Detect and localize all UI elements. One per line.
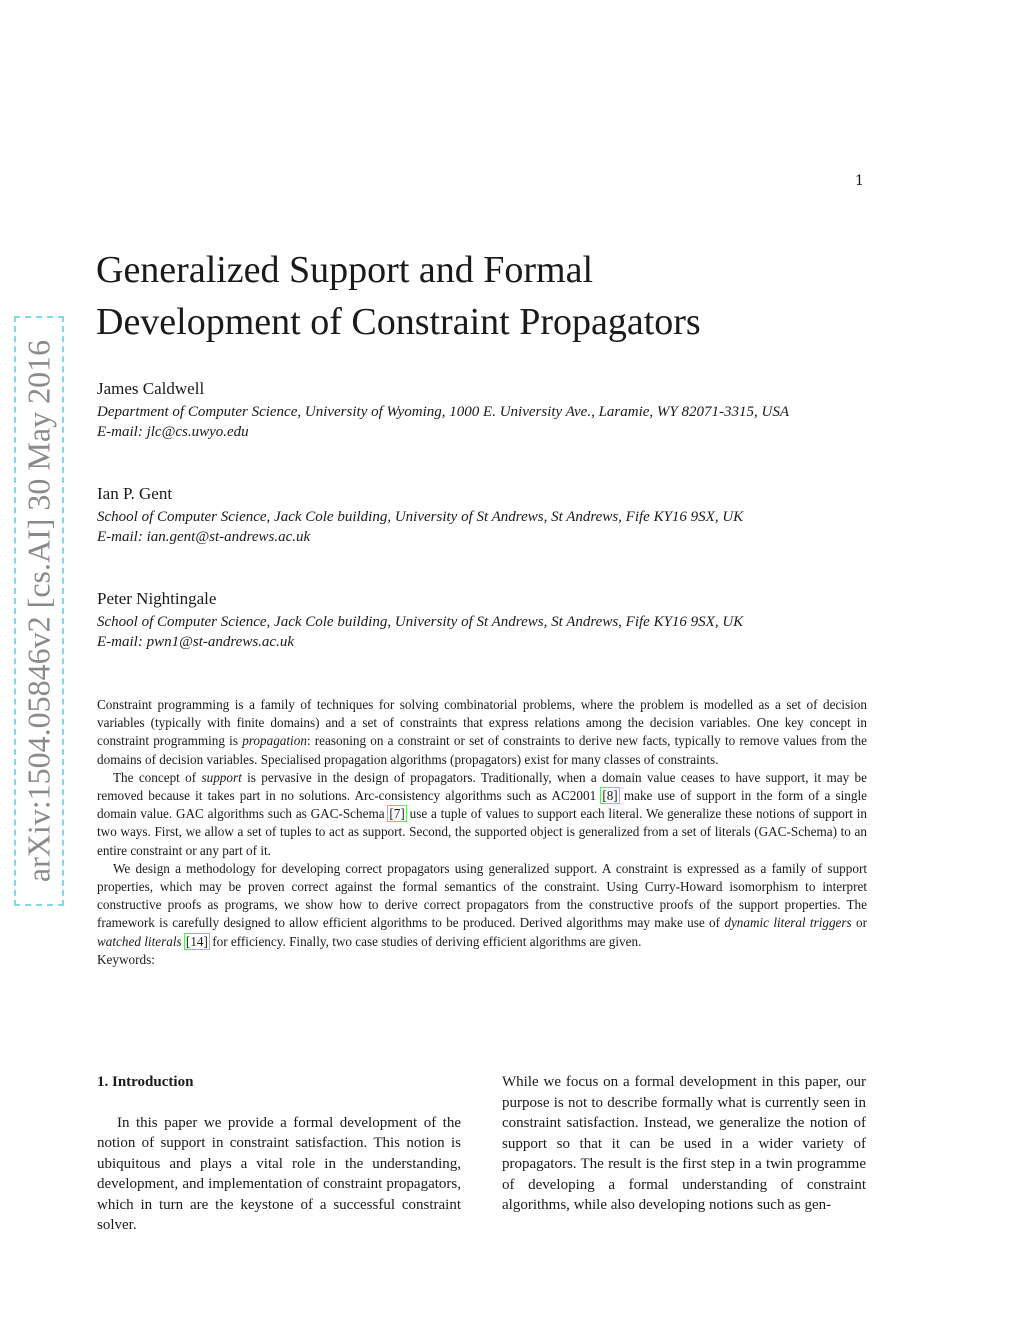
author-name: James Caldwell: [97, 379, 205, 398]
author-email[interactable]: E-mail: jlc@cs.uwyo.edu: [97, 424, 249, 440]
arxiv-identifier: arXiv:1504.05846v2 [cs.AI] 30 May 2016: [20, 339, 57, 883]
intro-paragraph-left: In this paper we provide a formal development of the notion of support in constraint satisfaction. This notion is ubiquitous and plays a vital role in the understanding, development, and implementation of constraint propagators, which in turn are the keystone of a successful constraint solver.: [97, 1114, 461, 1233]
paper-title: [96, 244, 856, 348]
abstract-paragraph-3: We design a methodology for developing correct propagators using generalized support. A constraint is expressed as a family of support properties, which may be proven correct against the formal semantics of the constraint. Using Curry-Howard isomorphism to interpret constructive proofs as programs, we show how to derive correct propagators from the constructive proofs of the support properties. The framework is carefully designed to allow efficient algorithms to be produced. Derived algorithms may make use of dynamic literal triggers or watched literals [14] for efficiency. Finally, two case studies of deriving efficient algorithms are given.: [97, 860, 867, 949]
intro-paragraph-right: While we focus on a formal development in this paper, our purpose is not to describe formally what is currently seen in constraint satisfaction. Instead, we generalize the notion of support so that it can be used in a wider variety of propagators. The result is the first step in a twin programme of developing a formal understanding of constraint algorithms, while also developing notions such as gen-: [502, 1074, 866, 1213]
author-affiliation: Department of Computer Science, University of Wyoming, 1000 E. University Ave., Laramie, WY 82071-3315, USA: [97, 404, 789, 420]
intro-right-column: [502, 1072, 866, 1216]
citation-link[interactable]: [7]: [389, 806, 405, 822]
author-name: Peter Nightingale: [97, 589, 217, 608]
keywords: Keywords:: [97, 951, 155, 967]
author-email[interactable]: E-mail: ian.gent@st-andrews.ac.uk: [97, 529, 311, 545]
author-name: Ian P. Gent: [97, 484, 173, 503]
author-block-1: [97, 378, 867, 442]
arxiv-stamp: [14, 316, 64, 906]
title-line-2: Development of Constraint Propagators: [96, 301, 701, 343]
abstract: [97, 696, 867, 969]
author-email[interactable]: E-mail: pwn1@st-andrews.ac.uk: [97, 634, 294, 650]
intro-left-column: [97, 1072, 461, 1236]
section-heading-introduction: 1. Introduction: [97, 1074, 194, 1090]
citation-link[interactable]: [14]: [185, 933, 208, 949]
abstract-paragraph-1: Constraint programming is a family of techniques for solving combinatorial problems, where the problem is modelled as a set of decision variables (typically with finite domains) and a set of constraints that express relations among the decision variables. One key concept in constraint programming is propagation: reasoning on a constraint or set of constraints to derive new facts, typically to remove values from the domains of decision variables. Specialised propagation algorithms (propagators) exist for many classes of constraints.: [97, 697, 867, 767]
title-line-1: Generalized Support and Formal: [96, 249, 594, 291]
page-number: 1: [855, 173, 864, 189]
author-affiliation: School of Computer Science, Jack Cole building, University of St Andrews, St Andrews, Fife KY16 9SX, UK: [97, 614, 744, 630]
abstract-paragraph-2: The concept of support is pervasive in the design of propagators. Traditionally, when a domain value ceases to have support, it may be removed because it takes part in no solutions. Arc-consistency algorithms such as AC2001 [8] make use of support in the form of a single domain value. GAC algorithms such as GAC-Schema [7] use a tuple of values to support each literal. We generalize these notions of support in two ways. First, we allow a set of tuples to act as support. Second, the supported object is generalized from a set of literals (GAC-Schema) to an entire constraint or any part of it.: [97, 769, 867, 858]
author-affiliation: School of Computer Science, Jack Cole building, University of St Andrews, St Andrews, Fife KY16 9SX, UK: [97, 509, 744, 525]
author-block-3: [97, 588, 867, 652]
author-block-2: [97, 483, 867, 547]
citation-link[interactable]: [8]: [602, 788, 618, 804]
